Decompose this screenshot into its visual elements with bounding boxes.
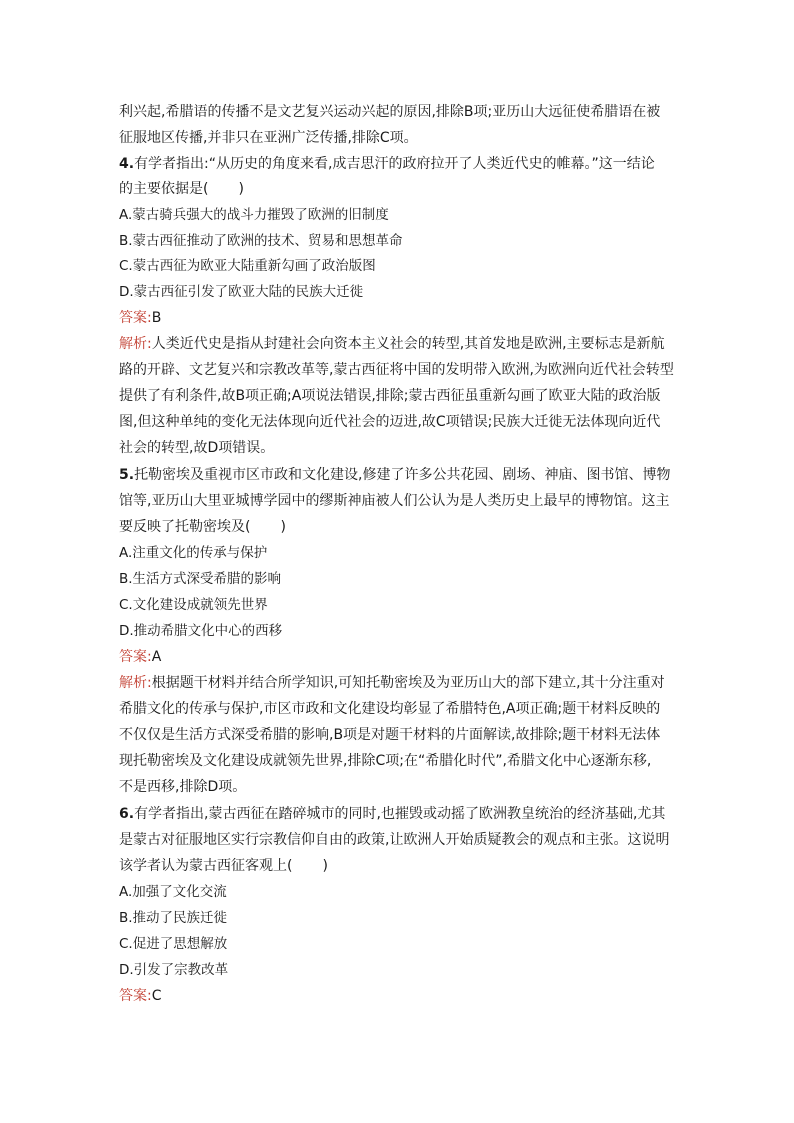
question-4-analysis-line-2: 路的开辟、文艺复兴和宗教改革等,蒙古西征将中国的发明带入欧洲,为欧洲向近代社会转型 — [119, 362, 674, 378]
question-5-analysis-line-1: 解析:根据题干材料并结合所学知识,可知托勒密埃及为亚历山大的部下建立,其十分注重对 — [119, 675, 665, 691]
question-4-analysis-line-5: 社会的转型,故D项错误。 — [119, 440, 275, 456]
question-4-option-c: C.蒙古西征为欧亚大陆重新勾画了政治版图 — [119, 258, 376, 274]
question-4-option-a: A.蒙古骑兵强大的战斗力摧毁了欧洲的旧制度 — [119, 207, 389, 223]
lead-in-line-2: 征服地区传播,并非只在亚洲广泛传播,排除C项。 — [119, 130, 418, 146]
question-6-answer-value: C — [151, 988, 162, 1004]
question-5-answer-value: A — [151, 649, 162, 665]
question-4-option-d: D.蒙古西征引发了欧亚大陆的民族大迁徙 — [119, 284, 364, 300]
question-4-analysis-line-3: 提供了有利条件,故B项正确;A项说法错误,排除;蒙古西征虽重新勾画了欧亚大陆的政治版 — [119, 388, 661, 404]
question-6-option-d: D.引发了宗教改革 — [119, 962, 229, 978]
question-5-analysis-line-2: 希腊文化的传承与保护,市区市政和文化建设均彰显了希腊特色,A项正确;题干材料反映的 — [119, 701, 661, 717]
question-5-option-a: A.注重文化的传承与保护 — [119, 545, 268, 561]
question-5-option-b: B.生活方式深受希腊的影响 — [119, 571, 282, 587]
question-4-stem-line-1: 4.有学者指出:“从历史的角度来看,成吉思汗的政府拉开了人类近代史的帷幕。”这一结论 — [119, 156, 655, 172]
question-5-stem-line-3: 要反映了托勒密埃及( ) — [119, 519, 286, 535]
question-6-option-c: C.促进了思想解放 — [119, 936, 228, 952]
question-6-option-b: B.推动了民族迁徙 — [119, 910, 228, 926]
question-6-stem-line-2: 是蒙古对征服地区实行宗教信仰自由的政策,让欧洲人开始质疑教会的观点和主张。这说明 — [119, 832, 670, 848]
question-5-number: 5. — [119, 467, 135, 483]
question-5-stem-line-1: 5.托勒密埃及重视市区市政和文化建设,修建了许多公共花园、剧场、神庙、图书馆、博物 — [119, 467, 671, 483]
question-5-answer: 答案:A — [119, 649, 162, 665]
lead-in-line-1: 利兴起,希腊语的传播不是文艺复兴运动兴起的原因,排除B项;亚历山大远征使希腊语在被 — [119, 104, 661, 120]
question-4-analysis-line-1: 解析:人类近代史是指从封建社会向资本主义社会的转型,其首发地是欧洲,主要标志是新航 — [119, 336, 665, 352]
question-5-option-c: C.文化建设成就领先世界 — [119, 597, 268, 613]
question-5-option-d: D.推动希腊文化中心的西移 — [119, 623, 283, 639]
question-4-number: 4. — [119, 156, 135, 172]
question-5-analysis-line-4: 现托勒密埃及文化建设成就领先世界,排除C项;在“希腊化时代”,希腊文化中心逐渐东移, — [119, 753, 652, 769]
question-6-option-a: A.加强了文化交流 — [119, 884, 227, 900]
question-5-analysis-line-5: 不是西移,排除D项。 — [119, 779, 247, 795]
question-4-answer-value: B — [151, 310, 162, 326]
question-4-option-b: B.蒙古西征推动了欧洲的技术、贸易和思想革命 — [119, 233, 403, 249]
question-6-number: 6. — [119, 806, 135, 822]
question-4-answer: 答案:B — [119, 310, 162, 326]
question-6-answer: 答案:C — [119, 988, 162, 1004]
question-6-stem-line-3: 该学者认为蒙古西征客观上( ) — [119, 858, 328, 874]
question-6-stem-line-1: 6.有学者指出,蒙古西征在踏碎城市的同时,也摧毁或动摇了欧洲教皇统治的经济基础,尤其 — [119, 806, 666, 822]
question-4-analysis-line-4: 图,但这种单纯的变化无法体现向近代社会的迈进,故C项错误;民族大迁徙无法体现向近代 — [119, 414, 661, 430]
question-5-stem-line-2: 馆等,亚历山大里亚城博学园中的缪斯神庙被人们公认为是人类历史上最早的博物馆。这主 — [119, 493, 670, 509]
question-4-stem-line-2: 的主要依据是( ) — [119, 181, 244, 197]
question-5-analysis-line-3: 不仅仅是生活方式深受希腊的影响,B项是对题干材料的片面解读,故排除;题干材料无法体 — [119, 727, 661, 743]
